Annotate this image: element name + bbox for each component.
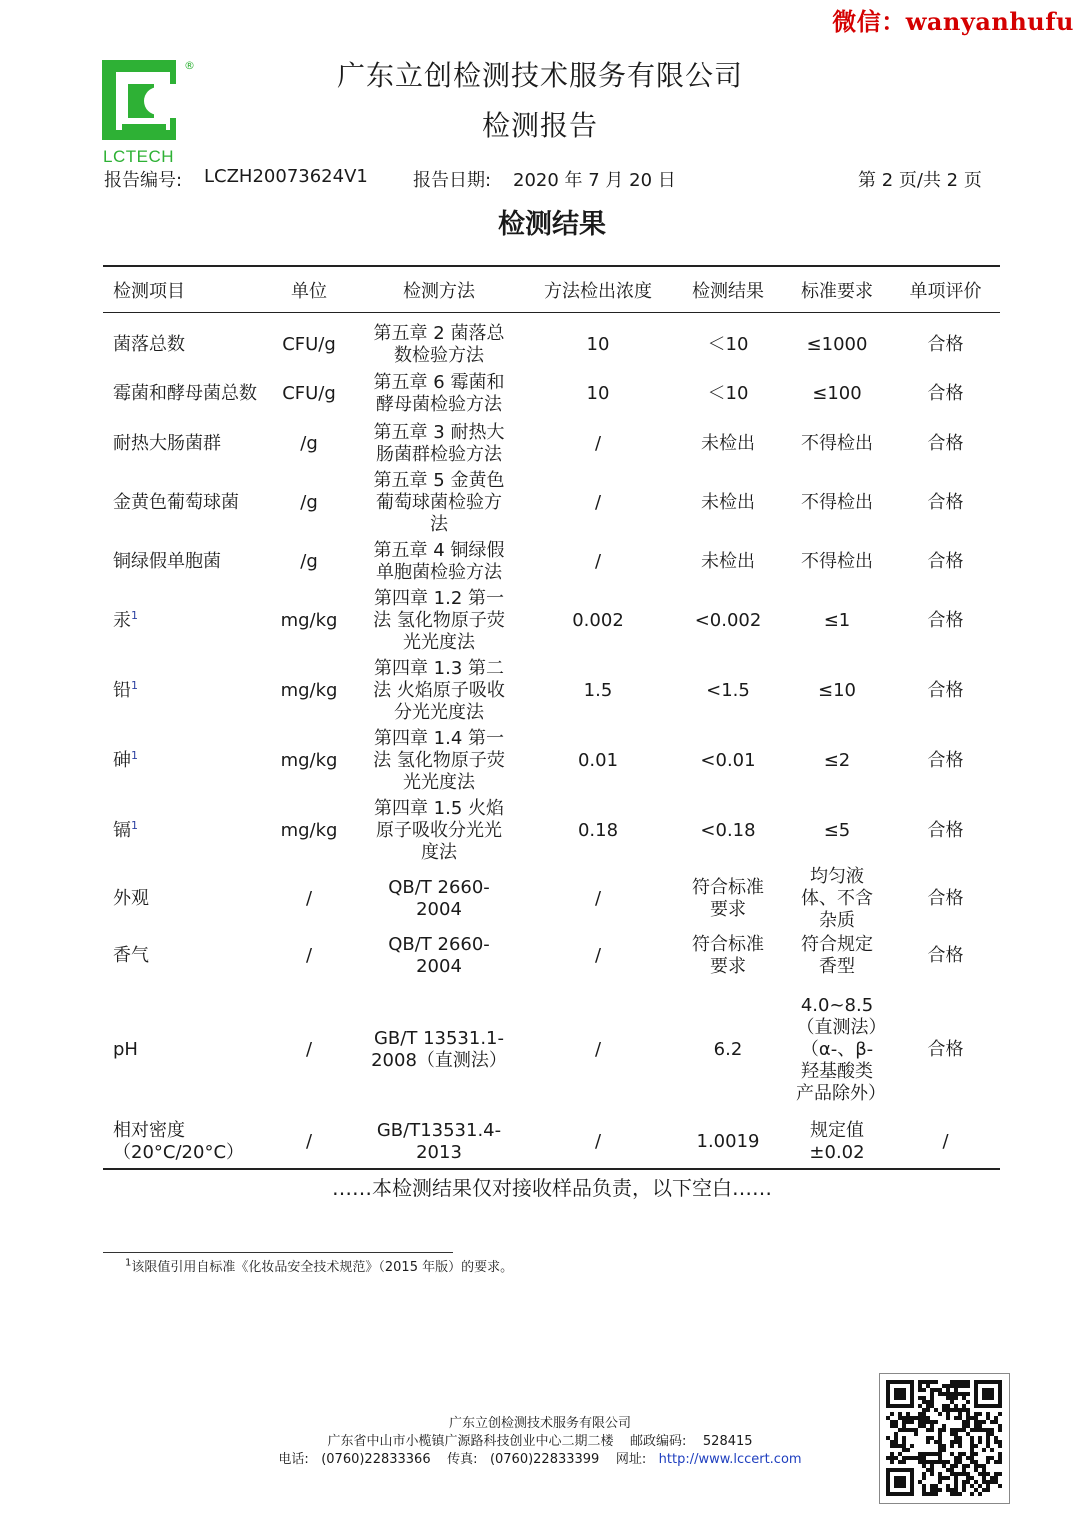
watermark-text: 微信：wanyanhufu	[832, 7, 1074, 36]
report-no: LCZH20073624V1	[204, 166, 368, 187]
eval-text: 合格	[927, 433, 964, 454]
cell-standard	[783, 1120, 891, 1169]
footer-web-label: 网址:	[615, 1452, 647, 1467]
lod-text: 0.002	[572, 610, 624, 631]
lod-text: /	[594, 1131, 602, 1152]
cell-item	[103, 322, 263, 368]
table-row	[103, 322, 1000, 368]
cell-eval	[891, 932, 1000, 980]
item-name: 汞	[113, 610, 131, 631]
cell-eval	[891, 586, 1000, 656]
cell-item	[103, 538, 263, 586]
cell-standard	[783, 726, 891, 796]
cell-method	[355, 586, 523, 656]
report-no-label: 报告编号:	[104, 170, 183, 191]
cell-unit	[263, 980, 355, 1120]
lod-text: 10	[586, 334, 610, 355]
result-text: ＜10	[707, 334, 749, 355]
table-row	[103, 726, 1000, 796]
standard-text: ≤1000	[806, 334, 868, 355]
result-text: 未检出	[701, 551, 755, 572]
end-note: ……本检测结果仅对接收样品负责，以下空白……	[332, 1176, 772, 1200]
cell-unit	[263, 468, 355, 538]
method-text: 第四章 1.3 第二法 火焰原子吸收分光光度法	[373, 658, 505, 723]
footer-tel-label: 电话:	[278, 1452, 309, 1467]
cell-eval	[891, 656, 1000, 726]
item-name: 霉菌和酵母菌总数	[113, 383, 257, 404]
table-row	[103, 656, 1000, 726]
standard-text: ≤1	[823, 610, 851, 631]
footer-fax: (0760)22833399	[489, 1452, 600, 1467]
unit-text: /	[305, 1131, 313, 1152]
table-row	[103, 980, 1000, 1120]
result-text: 符合标准要求	[692, 934, 764, 977]
item-name: 耐热大肠菌群	[113, 433, 221, 454]
method-text: 第四章 1.2 第一法 氢化物原子荧光光度法	[373, 588, 505, 653]
cell-unit	[263, 368, 355, 420]
cell-result	[673, 980, 783, 1120]
standard-text: 均匀液体、不含杂质	[801, 866, 873, 931]
item-name: 菌落总数	[113, 334, 185, 355]
unit-text: CFU/g	[282, 383, 336, 404]
cell-eval	[891, 322, 1000, 368]
footnote-ref: 1	[131, 749, 138, 762]
eval-text: 合格	[927, 383, 964, 404]
eval-text: 合格	[927, 1039, 964, 1060]
cell-item	[103, 932, 263, 980]
cell-unit	[263, 796, 355, 866]
cell-result	[673, 468, 783, 538]
page-info: 第 2 页/共 2 页	[858, 170, 982, 191]
eval-text: 合格	[927, 610, 964, 631]
cell-result	[673, 322, 783, 368]
cell-unit	[263, 866, 355, 932]
method-text: 第五章 4 铜绿假单胞菌检验方法	[373, 540, 505, 583]
cell-unit	[263, 538, 355, 586]
method-text: GB/T13531.4-2013	[376, 1120, 502, 1163]
result-text: 6.2	[713, 1039, 743, 1060]
cell-eval	[891, 796, 1000, 866]
method-text: QB/T 2660-2004	[388, 877, 490, 920]
cell-unit	[263, 420, 355, 468]
eval-text: 合格	[927, 334, 964, 355]
cell-item	[103, 726, 263, 796]
column-header: 单位	[263, 266, 355, 313]
svg-text:®: ®	[184, 59, 195, 72]
footer-company: 广东立创检测技术服务有限公司	[448, 1416, 631, 1431]
footnote-ref: 1	[131, 609, 138, 622]
footer-postcode-label: 邮政编码:	[629, 1434, 687, 1449]
table-row	[103, 866, 1000, 932]
unit-text: /g	[300, 551, 318, 572]
unit-text: mg/kg	[280, 750, 338, 771]
eval-text: 合格	[927, 888, 964, 909]
item-name: 相对密度（20°C/20°C）	[113, 1120, 245, 1163]
method-text: 第五章 2 菌落总数检验方法	[373, 323, 505, 366]
unit-text: mg/kg	[280, 820, 338, 841]
lod-text: 1.5	[583, 680, 613, 701]
cell-eval	[891, 1120, 1000, 1169]
unit-text: /g	[300, 433, 318, 454]
cell-standard	[783, 468, 891, 538]
footer-fax-label: 传真:	[447, 1452, 478, 1467]
cell-method	[355, 468, 523, 538]
eval-text: 合格	[927, 551, 964, 572]
method-text: QB/T 2660-2004	[388, 934, 490, 977]
svg-text:LCTECH: LCTECH	[103, 147, 175, 166]
cell-eval	[891, 368, 1000, 420]
eval-text: 合格	[927, 945, 964, 966]
item-name: 砷	[113, 750, 131, 771]
cell-standard	[783, 980, 891, 1120]
table-row	[103, 932, 1000, 980]
cell-item	[103, 468, 263, 538]
lod-text: /	[594, 492, 602, 513]
item-name: 铅	[113, 680, 131, 701]
table-row	[103, 586, 1000, 656]
footer-postcode: 528415	[702, 1434, 753, 1449]
results-table	[103, 265, 1000, 1170]
cell-unit	[263, 1120, 355, 1169]
result-text: 未检出	[701, 433, 755, 454]
cell-item	[103, 1120, 263, 1169]
cell-standard	[783, 656, 891, 726]
cell-standard	[783, 932, 891, 980]
footnote-ref: 1	[131, 679, 138, 692]
column-header: 检测方法	[355, 266, 523, 313]
cell-lod	[523, 1120, 673, 1169]
standard-text: 不得检出	[801, 492, 873, 513]
method-text: 第四章 1.4 第一法 氢化物原子荧光光度法	[373, 728, 505, 793]
cell-method	[355, 980, 523, 1120]
result-text: 1.0019	[696, 1131, 760, 1152]
cell-lod	[523, 586, 673, 656]
section-title: 检测结果	[498, 209, 606, 240]
cell-eval	[891, 468, 1000, 538]
lod-text: /	[594, 433, 602, 454]
cell-item	[103, 586, 263, 656]
lod-text: 10	[586, 383, 610, 404]
cell-eval	[891, 538, 1000, 586]
column-header: 标准要求	[783, 266, 891, 313]
cell-unit	[263, 726, 355, 796]
footnote-marker: 1	[125, 1257, 132, 1269]
cell-eval	[891, 420, 1000, 468]
cell-result	[673, 1120, 783, 1169]
result-text: <1.5	[706, 680, 750, 701]
cell-lod	[523, 322, 673, 368]
result-text: <0.18	[700, 820, 756, 841]
cell-lod	[523, 538, 673, 586]
cell-method	[355, 656, 523, 726]
cell-unit	[263, 586, 355, 656]
cell-lod	[523, 866, 673, 932]
table-row	[103, 538, 1000, 586]
unit-text: mg/kg	[280, 680, 338, 701]
cell-method	[355, 866, 523, 932]
cell-lod	[523, 656, 673, 726]
item-name: 镉	[113, 820, 131, 841]
table-row	[103, 1120, 1000, 1169]
cell-method	[355, 538, 523, 586]
cell-result	[673, 726, 783, 796]
cell-result	[673, 420, 783, 468]
standard-text: 规定值±0.02	[809, 1120, 865, 1163]
lod-text: /	[594, 888, 602, 909]
column-header: 方法检出浓度	[523, 266, 673, 313]
cell-lod	[523, 796, 673, 866]
table-row	[103, 420, 1000, 468]
item-name: 铜绿假单胞菌	[113, 551, 221, 572]
footnote-ref: 1	[131, 819, 138, 832]
cell-lod	[523, 420, 673, 468]
result-text: 符合标准要求	[692, 877, 764, 920]
eval-text: 合格	[927, 492, 964, 513]
cell-result	[673, 932, 783, 980]
column-header: 单项评价	[891, 266, 1000, 313]
footnote	[125, 1256, 513, 1275]
item-name: 金黄色葡萄球菌	[113, 492, 239, 513]
cell-standard	[783, 420, 891, 468]
qr-code	[879, 1373, 1010, 1504]
result-text: 未检出	[701, 492, 755, 513]
standard-text: ≤10	[818, 680, 856, 701]
result-text: <0.002	[694, 610, 762, 631]
item-name: 香气	[113, 945, 149, 966]
unit-text: /g	[300, 492, 318, 513]
footnote-text: 该限值引用自标准《化妆品安全技术规范》（2015 年版）的要求。	[131, 1260, 514, 1275]
unit-text: CFU/g	[282, 334, 336, 355]
cell-method	[355, 368, 523, 420]
unit-text: /	[305, 888, 313, 909]
cell-standard	[783, 538, 891, 586]
cell-item	[103, 796, 263, 866]
cell-result	[673, 656, 783, 726]
eval-text: 合格	[927, 750, 964, 771]
method-text: 第五章 6 霉菌和酵母菌检验方法	[373, 372, 505, 415]
cell-standard	[783, 586, 891, 656]
cell-method	[355, 726, 523, 796]
unit-text: mg/kg	[280, 610, 338, 631]
lod-text: /	[594, 945, 602, 966]
cell-unit	[263, 932, 355, 980]
standard-text: 符合规定香型	[801, 934, 873, 977]
standard-text: ≤5	[823, 820, 851, 841]
method-text: 第五章 3 耐热大肠菌群检验方法	[373, 422, 505, 465]
column-header: 检测结果	[673, 266, 783, 313]
eval-text: 合格	[927, 820, 964, 841]
cell-result	[673, 796, 783, 866]
unit-text: /	[305, 1039, 313, 1060]
cell-standard	[783, 866, 891, 932]
standard-text: 4.0~8.5（直测法）（α-、β-羟基酸类产品除外）	[796, 995, 886, 1104]
eval-text: 合格	[927, 680, 964, 701]
method-text: 第五章 5 金黄色葡萄球菌检验方法	[373, 470, 505, 535]
report-title: 检测报告	[481, 109, 598, 142]
footnote-divider	[103, 1252, 453, 1253]
cell-standard	[783, 796, 891, 866]
cell-item	[103, 980, 263, 1120]
standard-text: 不得检出	[801, 551, 873, 572]
cell-result	[673, 866, 783, 932]
standard-text: ≤2	[823, 750, 851, 771]
cell-method	[355, 322, 523, 368]
report-date-label: 报告日期:	[413, 170, 492, 191]
cell-unit	[263, 656, 355, 726]
result-text: <0.01	[700, 750, 756, 771]
cell-result	[673, 368, 783, 420]
cell-lod	[523, 726, 673, 796]
cell-item	[103, 656, 263, 726]
eval-text: /	[942, 1131, 949, 1152]
cell-result	[673, 586, 783, 656]
lod-text: 0.01	[577, 750, 619, 771]
lod-text: 0.18	[577, 820, 619, 841]
method-text: GB/T 13531.1-2008（直测法）	[371, 1028, 507, 1071]
standard-text: ≤100	[812, 383, 862, 404]
cell-lod	[523, 468, 673, 538]
cell-method	[355, 796, 523, 866]
footer-address: 广东省中山市小榄镇广源路科技创业中心二期二楼	[327, 1434, 614, 1449]
item-name: 外观	[113, 888, 149, 909]
cell-eval	[891, 980, 1000, 1120]
cell-unit	[263, 322, 355, 368]
cell-item	[103, 866, 263, 932]
method-text: 第四章 1.5 火焰原子吸收分光光度法	[373, 798, 505, 863]
result-text: ＜10	[707, 383, 749, 404]
cell-method	[355, 420, 523, 468]
cell-standard	[783, 322, 891, 368]
footer-website-link[interactable]: http://www.lccert.com	[658, 1452, 802, 1467]
cell-method	[355, 1120, 523, 1169]
column-header: 检测项目	[103, 266, 263, 313]
item-name: pH	[113, 1039, 138, 1060]
cell-lod	[523, 980, 673, 1120]
cell-standard	[783, 368, 891, 420]
unit-text: /	[305, 945, 313, 966]
standard-text: 不得检出	[801, 433, 873, 454]
lod-text: /	[594, 551, 602, 572]
footer-tel: (0760)22833366	[321, 1452, 431, 1467]
cell-item	[103, 420, 263, 468]
cell-lod	[523, 932, 673, 980]
cell-method	[355, 932, 523, 980]
lod-text: /	[594, 1039, 602, 1060]
cell-item	[103, 368, 263, 420]
company-name: 广东立创检测技术服务有限公司	[336, 59, 743, 92]
cell-eval	[891, 726, 1000, 796]
report-date: 2020 年 7 月 20 日	[513, 170, 676, 191]
table-row	[103, 368, 1000, 420]
table-row	[103, 468, 1000, 538]
table-row	[103, 796, 1000, 866]
cell-eval	[891, 866, 1000, 932]
cell-lod	[523, 368, 673, 420]
cell-result	[673, 538, 783, 586]
